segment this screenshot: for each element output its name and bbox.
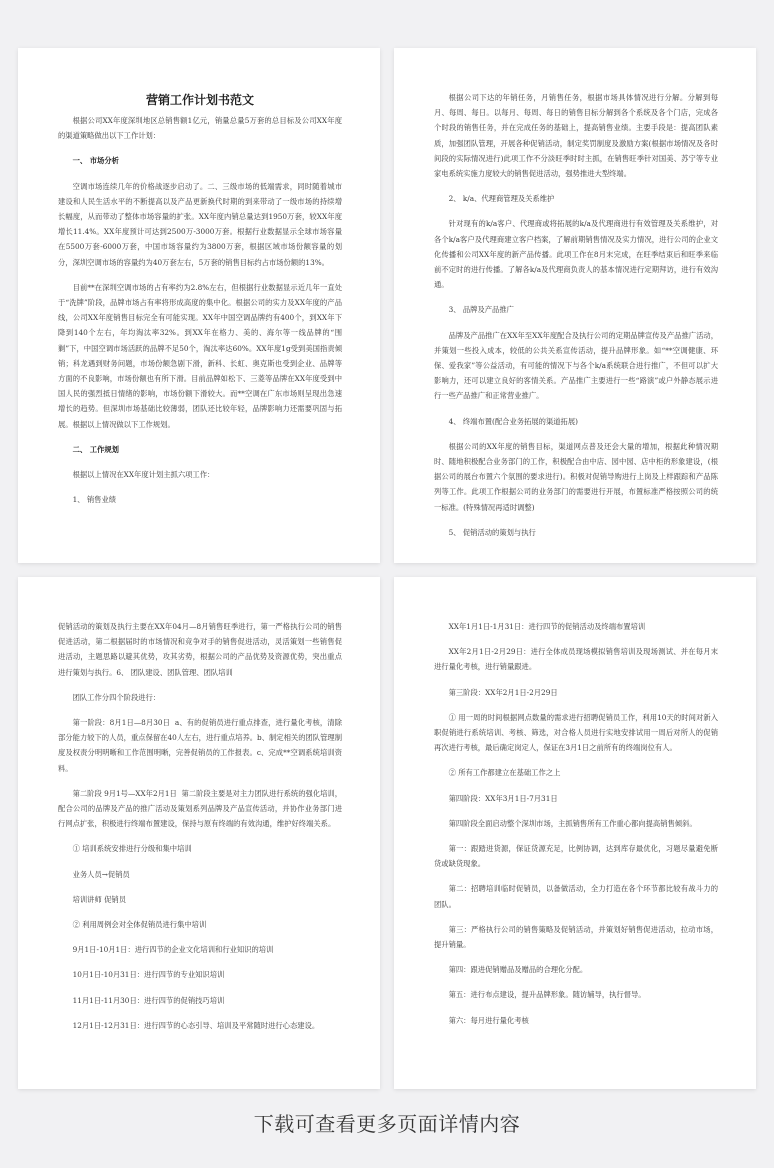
section-heading: 一、 市场分析 xyxy=(72,156,119,166)
paragraph: 第一阶段：8月1日—8月30日 a、有的促销员进行重点排查，进行量化考核，清除部分能力较下的人员，重点保留在40人左右，进行重点培养。b、制定相关的团队管理制度及权责分明明晰和工作范围明晰，完善促销员的工作报表。c、完成**空调系统培训资料。 xyxy=(58,718,342,773)
paragraph: ① 用一周的时间根据网点数量的需求进行招聘促销员工作，利用10天的时间对新入职促销进行系统培训、考核、筛选，对合格人员进行实地安排试用一周后对所人的促销再次进行考核，最后确定岗定人，保证在3月1日之前所有的终端岗位有人。 xyxy=(434,712,718,753)
list-item: 12月1日-12月31日：进行四节的心态引导、培训及平常随时进行心态建设。 xyxy=(72,1020,320,1030)
paragraph: 团队工作分四个阶段进行： xyxy=(72,692,161,702)
subsection-heading: 2、 k/a、代理商管理及关系维护 xyxy=(448,194,555,204)
list-item: XX年1月1日-1月31日：进行四节的促销活动及终端布置培训 xyxy=(448,622,646,631)
paragraph: 根据公司下达的年销任务，月销售任务，根据市场具体情况进行分解。分解到每月、每周、每日。以每月、每周、每日的销售目标分解到各个系统及各个门店，完成各个时段的销售任务，并在完成任务的基础上，提高销售业绩。主要手段是：提高团队素质，加强团队管理，开展各种促销活动，制定奖罚制度及激励方案(根据市场情况及各时间段的实际情况进行)此项工作不分淡旺季时时主抓，在销售旺季针对国美、苏宁等专业家电系统实施力度较大的销售促进活动，强势推进大型终端。 xyxy=(434,93,718,179)
paragraph: 第二：招聘培训临时促销员，以备做活动，全力打造在各个环节都比较有战斗力的团队。 xyxy=(434,884,718,909)
paragraph: 第五：进行布点建设，提升品牌形象。随访辅导，执行督导。 xyxy=(448,990,646,1000)
list-item: 培训讲师 促销员 xyxy=(72,894,126,904)
paragraph: 品牌及产品推广在XX年至XX年度配合及执行公司的定期品牌宣传及产品推广活动，并策划一些投入成本，较低的公共关系宣传活动，提升品牌形象。如“**空调健康、环保、爱我家”等公益活动，有可能的情况下与各个k/a系统联合进行推广，不但可以扩大影响力，还可以建立良好的客情关系。产品推广主要进行一些“路演”或户外静态展示进行一些产品推广和正常营业推广。 xyxy=(434,330,718,401)
paragraph: 针对现有的k/a客户、代理商或将拓展的k/a及代理商进行有效管理及关系维护，对各个k/a客户及代理商建立客户档案，了解前期销售情况及实力情况，进行公司的企业文化传播和公司XX年度的新产品传播。此项工作在8月末完成，在旺季结束后和旺季来临前不定时的进行传播。了解各k/a及代理商负责人的基本情况进行定期拜访，进行有效沟通。 xyxy=(434,219,718,290)
list-item: 10月1日-10月31日：进行四节的专业知识培训 xyxy=(72,970,225,980)
paragraph: 第三阶段：XX年2月1日-2月29日 xyxy=(448,687,558,697)
document-page-3 xyxy=(18,577,380,1089)
paragraph: 目前**在深圳空调市场的占有率约为2.8%左右，但根据行业数据显示近几年一直处于“洗牌”阶段，品牌市场占有率将形成高度的集中化。根据公司的实力及XX年度的产品线，公司XX年度销售目标完全有可能实现。XX年中国空调品牌约有400个，到XX年下降到140个左右，年均淘汰率32%。到XX年在格力、美的、海尔等一线品牌的“围剿”下，中国空调市场活跃的品牌不足50个，淘汰率达60%。XX年度1g受到美国指责倾销；科龙遇到财务问题，市场份额急剧下滑，新科、长虹、奥克斯也受到企业、品牌等方面的不良影响，市场份额也有所下滑。目前品牌如松下、三菱等品牌在XX年度受到中国人民的强烈抵日情绪的影响，市场份额下滑较大。而**空调在广东市场则呈现出急速增长的趋势。但深圳市场基础比较薄弱，团队还比较年轻，品牌影响力还需要巩固与拓展。根据以上情况做以下工作规划。 xyxy=(58,282,342,429)
page-content xyxy=(58,619,342,1089)
paragraph: 第一：跟踏进货源，保证货源充足，比例协调，达到库存最优化，习题尽量避免断货或缺货现象。 xyxy=(434,844,718,869)
paragraph: 根据以上情况在XX年度计划主抓六项工作： xyxy=(72,470,215,480)
paragraph: 空调市场连续几年的价格战逐步启动了。二、三级市场的低端需求，同时随着城市建设和人民生活水平的不断提高以及产品更新换代时期的到来带动了一级市场的持续增长幅度，从而带动了整体市场容量的扩张。XX年度内销总量达到1950万套，较XX年度增长11.4%。XX年度预计可达到2500万-3000万套。根据行业数据显示全球市场容量在5500万套-6000万套，中国市场容量约为3800万套，根据区域市场份额容量的划分，深圳空调市场的容量约为40万套左右，5万套的销售目标约占市场份额的13%。 xyxy=(58,181,342,267)
list-item: 业务人员→促销员 xyxy=(72,869,130,879)
paragraph: ② 所有工作都建立在基础工作之上 xyxy=(448,768,561,778)
section-heading: 二、 工作规划 xyxy=(72,444,119,454)
list-item: 11月1日-11月30日：进行四节的促销技巧培训 xyxy=(72,995,225,1005)
paragraph: 促销活动的策划及执行主要在XX年04月—8月销售旺季进行，第一严格执行公司的销售促进活动，第二根据届时的市场情况和竞争对手的销售促进活动，灵活策划一些销售促进活动，主题思路以避其优势，攻其劣势，根据公司的产品优势及资源优势，突出重点进行策划与执行。6、 团队建设、团队管理、团队培训 xyxy=(58,622,342,677)
page-content xyxy=(434,619,718,1089)
list-item: ① 培训系统安排进行分级和集中培训 xyxy=(72,844,192,854)
paragraph: 根据公司XX年度深圳地区总销售额1亿元，销量总量5万套的总目标及公司XX年度的渠道策略做出以下工作计划： xyxy=(58,116,342,141)
page-content xyxy=(434,90,718,563)
list-item: XX年2月1日-2月29日：进行全体成员现场模拟销售培训及现场测试、并在每月末进行量化考核，进行销量跟进。 xyxy=(434,647,718,672)
paragraph: 第四阶段：XX年3月1日-7月31日 xyxy=(448,793,558,803)
subsection-heading: 1、 销售业绩 xyxy=(72,495,117,505)
document-page-4 xyxy=(394,577,756,1089)
page-content xyxy=(58,90,342,563)
subsection-heading: 4、 终端布置(配合业务拓展的渠道拓展) xyxy=(448,416,578,426)
list-item: 9月1日-10月1日：进行四节的企业文化培训和行业知识的培训 xyxy=(72,945,274,955)
paragraph: 第四：跟进促销赠品及赠品的合理化分配。 xyxy=(448,965,588,975)
paragraph: 根据公司的XX年度的销售目标，渠道网点普及还会大量的增加，根据此种情况期时、随地积极配合业务部门的工作，积极配合由中店、园中园、店中柜的形象建设，(根据公司的展台布置六个氛围的要求进行)。积极对促销导购进行上岗及上样跟踪和产品陈列等工作。此项工作根据公司的业务部门的需要进行开展，布置标准严格按照公司的统一标准。(特殊情况再适时调整) xyxy=(434,441,718,512)
document-page-2 xyxy=(394,48,756,563)
document-title: 营销工作计划书范文 xyxy=(145,93,254,107)
paragraph: 第四阶段全面启动整个深圳市场，主抓销售所有工作重心都向提高销售倾斜。 xyxy=(448,818,697,828)
paragraph: 第二阶段 9月1号—XX年2月1日 第二阶段主要是对主力团队进行系统的强化培训，配合公司的品牌及产品的推广活动及策划系列品牌及产品宣传活动，并协作业务部门进行网点扩张，积极进行终端布置建设，保持与原有终端的有效沟通，维护好终端关系。 xyxy=(58,788,343,829)
document-page-1 xyxy=(18,48,380,563)
paragraph: 第三：严格执行公司的销售策略及促销活动，并策划好销售促进活动，拉动市场，提升销量。 xyxy=(434,924,718,950)
subsection-heading: 5、 促销活动的策划与执行 xyxy=(448,527,536,537)
subsection-heading: 3、 品牌及产品推广 xyxy=(448,305,514,315)
list-item: ② 利用周例会对全体促销员进行集中培训 xyxy=(72,920,207,930)
download-more-caption: 下载可查看更多页面详情内容 xyxy=(253,1112,521,1136)
paragraph: 第六：每月进行量化考核 xyxy=(448,1015,529,1025)
